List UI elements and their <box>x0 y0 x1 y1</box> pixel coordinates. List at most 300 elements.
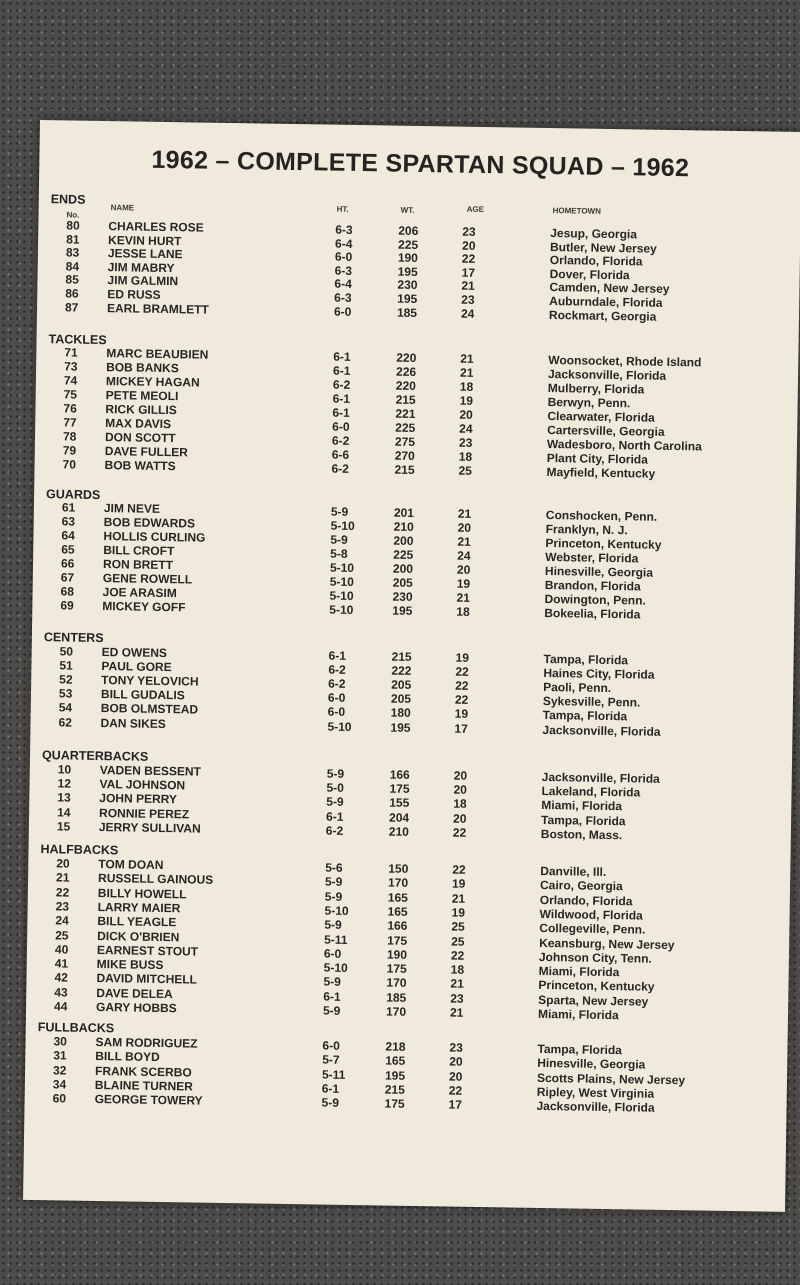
player-age: 19 <box>459 393 474 408</box>
player-hometown: Haines City, Florida <box>543 666 655 682</box>
player-number: 42 <box>54 970 68 985</box>
player-name: RONNIE PEREZ <box>99 805 190 822</box>
player-age: 25 <box>451 934 465 949</box>
player-number: 87 <box>64 300 79 315</box>
player-number: 69 <box>60 598 74 613</box>
player-weight: 165 <box>385 1053 406 1069</box>
player-number: 20 <box>56 856 70 871</box>
player-name: LARRY MAIER <box>97 899 181 916</box>
player-weight: 270 <box>394 448 415 463</box>
player-hometown: Boston, Mass. <box>540 826 623 843</box>
player-age: 18 <box>458 449 473 464</box>
player-number: 15 <box>56 819 71 834</box>
player-name: EARL BRAMLETT <box>106 300 209 317</box>
player-number: 63 <box>61 514 76 529</box>
player-height: 6-3 <box>335 222 353 237</box>
player-height: 6-3 <box>334 290 352 305</box>
player-hometown: Mayfield, Kentucky <box>546 465 656 481</box>
player-number: 32 <box>52 1062 67 1078</box>
player-name: PETE MEOLI <box>105 388 179 404</box>
player-name: MAX DAVIS <box>105 416 172 432</box>
player-hometown: Bokeelia, Florida <box>544 605 641 622</box>
player-number: 51 <box>59 658 73 673</box>
player-age: 24 <box>459 421 473 436</box>
player-height: 5-10 <box>324 903 349 918</box>
player-name: GARY HOBBS <box>95 999 177 1016</box>
player-weight: 201 <box>393 505 415 520</box>
player-hometown: Sykesville, Penn. <box>542 694 641 710</box>
player-age: 19 <box>451 876 466 892</box>
player-height: 5-9 <box>324 874 343 890</box>
player-hometown: Sparta, New Jersey <box>538 992 649 1009</box>
player-name: ED OWENS <box>101 645 168 661</box>
player-age: 17 <box>454 721 468 736</box>
player-number: 75 <box>63 387 78 402</box>
player-name: BILL BOYD <box>95 1049 160 1065</box>
player-weight: 175 <box>387 933 408 948</box>
player-number: 68 <box>60 584 75 599</box>
player-age: 19 <box>451 905 466 920</box>
player-hometown: Wadesboro, North Carolina <box>546 437 702 454</box>
player-weight: 225 <box>397 237 419 252</box>
player-height: 6-0 <box>323 946 342 961</box>
player-name: RON BRETT <box>102 557 174 573</box>
player-height: 6-2 <box>331 461 350 476</box>
player-number: 25 <box>55 927 69 943</box>
player-weight: 190 <box>386 947 408 962</box>
player-number: 74 <box>63 373 78 388</box>
player-hometown: Miami, Florida <box>541 798 623 814</box>
player-hometown: Cairo, Georgia <box>539 878 623 894</box>
player-name: FRANK SCERBO <box>94 1063 192 1080</box>
player-name: BOB OLMSTEAD <box>100 701 199 717</box>
player-age: 21 <box>456 590 471 605</box>
player-hometown: Hinesville, Georgia <box>544 563 654 580</box>
player-weight: 170 <box>386 975 407 991</box>
player-age: 20 <box>453 768 468 783</box>
player-hometown: Johnson City, Tenn. <box>538 949 652 966</box>
player-weight: 165 <box>387 904 408 919</box>
section-heading: CENTERS <box>43 630 104 646</box>
player-weight: 205 <box>391 677 412 693</box>
player-name: DAN SIKES <box>100 715 166 731</box>
section-heading: QUARTERBACKS <box>41 748 149 764</box>
player-hometown: Butler, New Jersey <box>549 239 657 256</box>
player-number: 12 <box>57 776 72 791</box>
player-number: 44 <box>53 999 68 1014</box>
player-number: 86 <box>65 286 79 301</box>
player-number: 21 <box>55 870 70 885</box>
player-age: 23 <box>461 292 475 307</box>
player-number: 41 <box>54 956 69 971</box>
player-hometown: Lakeland, Florida <box>541 784 641 800</box>
player-weight: 215 <box>391 649 412 664</box>
player-hometown: Berwyn, Penn. <box>547 395 631 411</box>
player-age: 18 <box>459 379 474 394</box>
player-name: ED RUSS <box>107 287 161 302</box>
player-hometown: Cartersville, Georgia <box>547 423 665 439</box>
player-age: 23 <box>462 224 476 239</box>
player-hometown: Mulberry, Florida <box>547 381 645 397</box>
player-number: 53 <box>58 686 73 701</box>
player-number: 83 <box>65 245 80 260</box>
player-number: 84 <box>65 259 80 274</box>
player-height: 6-4 <box>334 236 353 251</box>
player-hometown: Hinesville, Georgia <box>537 1056 646 1072</box>
player-age: 22 <box>452 862 466 877</box>
player-number: 43 <box>54 985 68 1000</box>
player-name: MICKEY GOFF <box>102 599 186 615</box>
player-weight: 220 <box>396 350 417 365</box>
player-age: 21 <box>461 279 475 294</box>
player-height: 5-9 <box>321 1095 340 1111</box>
player-weight: 200 <box>392 561 414 576</box>
player-number: 52 <box>59 672 73 687</box>
player-number: 54 <box>58 700 73 715</box>
player-name: JIM MABRY <box>107 259 175 275</box>
player-height: 5-9 <box>326 794 344 810</box>
player-age: 20 <box>449 1054 463 1070</box>
section-heading: GUARDS <box>46 487 101 502</box>
player-number: 77 <box>63 415 77 430</box>
player-hometown: Plant City, Florida <box>546 451 648 467</box>
player-height: 6-1 <box>321 1081 340 1096</box>
player-height: 6-2 <box>328 676 346 692</box>
player-height: 5-10 <box>323 960 348 976</box>
player-weight: 225 <box>395 420 416 435</box>
player-age: 19 <box>455 650 470 665</box>
player-hometown: Jesup, Georgia <box>550 226 638 242</box>
player-height: 5-10 <box>330 518 355 533</box>
player-name: JERRY SULLIVAN <box>98 819 201 836</box>
section-heading: FULLBACKS <box>37 1020 115 1036</box>
player-hometown: Princeton, Kentucky <box>545 535 662 552</box>
player-age: 18 <box>456 604 470 619</box>
player-height: 6-0 <box>322 1038 340 1053</box>
player-number: 10 <box>57 762 72 777</box>
player-weight: 230 <box>397 278 418 293</box>
player-weight: 204 <box>388 810 410 825</box>
player-name: SAM RODRIGUEZ <box>95 1034 198 1051</box>
player-weight: 166 <box>387 918 408 934</box>
player-height: 5-10 <box>329 602 354 617</box>
player-age: 18 <box>453 796 467 812</box>
player-height: 5-0 <box>326 780 344 796</box>
player-weight: 206 <box>398 223 419 238</box>
player-hometown: Scotts Plains, New Jersey <box>536 1070 686 1087</box>
header-hometown: HOMETOWN <box>552 206 602 216</box>
player-name: JIM GALMIN <box>107 273 179 289</box>
player-name: JESSE LANE <box>107 246 183 262</box>
player-hometown: Princeton, Kentucky <box>538 978 655 995</box>
player-name: TONY YELOVICH <box>101 673 199 689</box>
player-hometown: Clearwater, Florida <box>547 409 655 425</box>
player-hometown: Jacksonville, Florida <box>536 1099 655 1115</box>
player-number: 65 <box>61 542 75 557</box>
player-height: 6-2 <box>332 377 351 392</box>
player-hometown: Rockmart, Georgia <box>548 307 657 324</box>
player-age: 21 <box>460 351 474 366</box>
header-no: No. <box>66 210 80 220</box>
player-age: 20 <box>461 238 476 253</box>
player-weight: 200 <box>393 533 414 548</box>
player-weight: 226 <box>395 364 417 379</box>
player-hometown: Orlando, Florida <box>549 253 643 269</box>
player-age: 17 <box>461 265 476 280</box>
player-age: 22 <box>461 251 476 267</box>
player-name: DICK O'BRIEN <box>97 928 180 944</box>
player-name: GEORGE TOWERY <box>94 1092 203 1108</box>
player-name: MARC BEAUBIEN <box>106 346 209 362</box>
player-name: KEVIN HURT <box>108 232 182 248</box>
player-name: BLAINE TURNER <box>94 1077 193 1094</box>
player-height: 5-10 <box>329 560 355 575</box>
player-name: BILL GUDALIS <box>100 687 185 703</box>
player-height: 6-3 <box>334 263 353 278</box>
player-name: GENE ROWELL <box>102 571 193 587</box>
player-age: 20 <box>456 562 471 577</box>
page-title: 1962 – COMPLETE SPARTAN SQUAD – 1962 <box>151 145 690 183</box>
player-weight: 170 <box>385 1004 407 1019</box>
player-name: BOB WATTS <box>104 458 176 474</box>
player-weight: 221 <box>395 406 416 421</box>
player-name: JOE ARASIM <box>102 585 177 601</box>
player-name: RICK GILLIS <box>105 402 177 418</box>
player-weight: 165 <box>387 890 408 905</box>
player-hometown: Collegeville, Penn. <box>539 921 646 937</box>
player-name: CHARLES ROSE <box>108 219 204 235</box>
player-hometown: Wildwood, Florida <box>539 906 643 923</box>
player-age: 23 <box>449 1040 463 1055</box>
player-weight: 205 <box>392 575 413 590</box>
player-number: 22 <box>55 884 70 900</box>
player-number: 79 <box>62 443 77 458</box>
player-weight: 225 <box>393 547 414 562</box>
player-age: 22 <box>455 664 469 679</box>
player-height: 6-0 <box>334 249 353 265</box>
player-weight: 195 <box>397 264 418 279</box>
player-age: 24 <box>457 548 471 563</box>
player-age: 20 <box>457 520 472 535</box>
player-number: 40 <box>54 942 69 957</box>
player-weight: 218 <box>385 1039 406 1054</box>
player-number: 61 <box>61 500 76 515</box>
player-age: 21 <box>457 506 472 521</box>
header-ht: HT. <box>336 204 349 214</box>
player-age: 17 <box>448 1097 463 1112</box>
player-height: 5-9 <box>323 974 341 990</box>
player-number: 34 <box>52 1077 67 1092</box>
player-hometown: Auburndale, Florida <box>549 294 663 310</box>
player-name: JIM NEVE <box>103 501 161 516</box>
player-number: 64 <box>61 528 75 543</box>
player-name: BILLY HOWELL <box>97 885 187 901</box>
player-weight: 195 <box>384 1068 406 1083</box>
player-age: 21 <box>450 976 464 992</box>
player-hometown: Tampa, Florida <box>540 812 626 828</box>
player-height: 5-6 <box>325 860 343 875</box>
player-hometown: Conshocken, Penn. <box>545 507 658 524</box>
player-age: 24 <box>460 306 475 321</box>
player-number: 71 <box>64 345 78 360</box>
player-weight: 185 <box>386 990 407 1005</box>
player-name: RUSSELL GAINOUS <box>97 871 214 888</box>
player-age: 22 <box>455 678 469 693</box>
player-weight: 215 <box>384 1082 405 1097</box>
player-weight: 215 <box>394 462 415 477</box>
player-weight: 166 <box>389 767 410 782</box>
player-weight: 175 <box>384 1096 405 1112</box>
player-height: 5-7 <box>322 1052 340 1068</box>
player-hometown: Jacksonville, Florida <box>541 769 660 786</box>
player-weight: 195 <box>390 720 411 735</box>
section-heading: ENDS <box>50 192 86 207</box>
player-name: DAVE FULLER <box>104 444 189 460</box>
player-hometown: Brandon, Florida <box>544 577 641 594</box>
player-hometown: Keansburg, New Jersey <box>539 935 675 952</box>
player-name: DAVID MITCHELL <box>96 971 198 987</box>
player-hometown: Tampa, Florida <box>542 708 628 724</box>
player-name: PAUL GORE <box>101 659 172 675</box>
player-name: MICKEY HAGAN <box>105 374 200 390</box>
player-weight: 220 <box>395 378 417 393</box>
player-height: 5-9 <box>322 1003 341 1018</box>
header-wt: WT. <box>400 205 415 215</box>
player-number: 85 <box>65 272 79 288</box>
player-age: 21 <box>457 534 471 549</box>
player-height: 5-9 <box>330 532 348 547</box>
player-weight: 215 <box>395 392 416 407</box>
player-number: 80 <box>66 218 80 233</box>
player-hometown: Tampa, Florida <box>543 651 629 668</box>
player-name: EARNEST STOUT <box>96 942 199 959</box>
player-number: 50 <box>59 644 74 659</box>
player-weight: 175 <box>386 961 407 976</box>
player-height: 6-0 <box>332 419 350 434</box>
player-hometown: Miami, Florida <box>537 1006 619 1023</box>
player-age: 23 <box>450 991 464 1006</box>
player-weight: 175 <box>389 781 410 797</box>
player-height: 6-1 <box>332 405 350 420</box>
player-age: 21 <box>459 365 474 380</box>
player-weight: 210 <box>393 519 414 534</box>
player-number: 14 <box>57 804 71 820</box>
player-number: 60 <box>52 1091 67 1106</box>
player-hometown: Danville, Ill. <box>540 863 607 879</box>
player-name: VAL JOHNSON <box>99 777 186 793</box>
player-height: 5-10 <box>327 719 352 734</box>
player-height: 5-9 <box>330 504 349 519</box>
player-weight: 210 <box>388 824 410 839</box>
player-age: 22 <box>450 948 465 963</box>
player-number: 30 <box>53 1034 67 1049</box>
player-number: 23 <box>55 899 70 914</box>
player-height: 5-11 <box>321 1067 346 1082</box>
player-number: 13 <box>57 790 71 805</box>
player-number: 67 <box>60 570 75 585</box>
player-number: 24 <box>55 913 69 928</box>
section-heading: HALFBACKS <box>40 842 119 858</box>
player-age: 23 <box>458 435 473 450</box>
player-height: 6-0 <box>333 304 352 319</box>
header-name: NAME <box>110 203 135 213</box>
player-name: BILL YEAGLE <box>97 914 177 930</box>
player-weight: 275 <box>394 434 416 449</box>
player-name: JOHN PERRY <box>99 791 178 807</box>
player-height: 5-8 <box>330 546 348 561</box>
player-height: 6-1 <box>323 989 341 1004</box>
player-name: HOLLIS CURLING <box>103 529 206 545</box>
player-height: 5-9 <box>324 917 342 933</box>
player-hometown: Dover, Florida <box>549 266 630 283</box>
player-number: 81 <box>66 232 80 247</box>
section-heading: TACKLES <box>48 332 107 348</box>
player-number: 31 <box>53 1048 67 1063</box>
player-age: 19 <box>454 706 469 722</box>
player-age: 21 <box>449 1005 464 1020</box>
player-name: DAVE DELEA <box>96 985 173 1001</box>
player-hometown: Camden, New Jersey <box>549 280 670 297</box>
player-name: BILL CROFT <box>103 543 175 559</box>
player-age: 25 <box>451 919 465 934</box>
player-hometown: Tampa, Florida <box>537 1041 623 1058</box>
program-page <box>23 120 800 1212</box>
player-age: 19 <box>456 576 471 591</box>
player-height: 6-2 <box>331 433 350 448</box>
player-age: 20 <box>452 811 467 826</box>
player-weight: 155 <box>389 795 410 811</box>
player-hometown: Miami, Florida <box>538 964 620 980</box>
player-height: 6-1 <box>328 648 347 663</box>
player-hometown: Jacksonville, Florida <box>547 367 667 383</box>
player-number: 73 <box>64 359 78 374</box>
player-age: 22 <box>452 825 467 840</box>
player-height: 5-11 <box>324 932 348 947</box>
player-height: 6-2 <box>325 823 344 838</box>
player-hometown: Orlando, Florida <box>539 892 633 908</box>
player-weight: 205 <box>390 691 412 707</box>
player-height: 6-1 <box>332 391 351 406</box>
player-height: 6-0 <box>327 704 346 720</box>
player-number: 76 <box>63 401 77 416</box>
player-height: 5-10 <box>329 574 354 589</box>
player-hometown: Franklyn, N. J. <box>545 521 628 538</box>
player-height: 6-1 <box>332 363 351 378</box>
player-height: 6-1 <box>333 349 351 364</box>
player-height: 5-9 <box>324 889 343 904</box>
player-hometown: Dowington, Penn. <box>544 591 646 608</box>
player-number: 66 <box>60 556 75 571</box>
header-age: AGE <box>466 204 485 214</box>
player-weight: 190 <box>397 250 419 266</box>
player-height: 5-10 <box>329 588 354 603</box>
player-weight: 170 <box>387 875 409 891</box>
player-weight: 222 <box>391 663 412 678</box>
player-height: 6-0 <box>327 690 346 706</box>
player-age: 20 <box>453 782 467 797</box>
player-height: 6-2 <box>328 662 346 677</box>
player-weight: 180 <box>390 705 411 721</box>
player-name: VADEN BESSENT <box>99 763 202 779</box>
player-height: 6-4 <box>334 277 352 292</box>
player-age: 20 <box>459 407 473 422</box>
player-name: DON SCOTT <box>104 430 176 446</box>
player-hometown: Ripley, West Virginia <box>536 1084 655 1101</box>
player-name: BOB EDWARDS <box>103 515 196 531</box>
player-hometown: Paoli, Penn. <box>543 680 612 696</box>
player-weight: 230 <box>392 589 413 604</box>
player-age: 18 <box>450 962 465 977</box>
